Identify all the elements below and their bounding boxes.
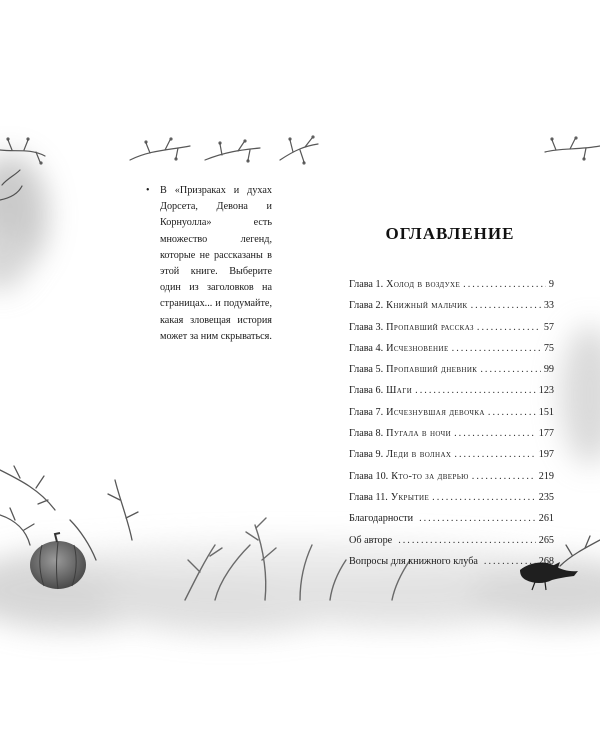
toc-entry-page: 268 — [538, 555, 554, 567]
toc-entry-title: Пропавший дневник — [386, 364, 478, 376]
toc-entry-prefix: Об авторе — [349, 534, 393, 546]
toc-entry-prefix: Глава 1. — [349, 279, 384, 290]
toc-entry-page: 57 — [543, 321, 554, 333]
toc-leader-dots — [415, 385, 536, 396]
pumpkin-illustration — [30, 533, 86, 589]
toc-leader-dots — [452, 343, 541, 354]
toc-entry[interactable] — [349, 322, 554, 343]
toc-entry[interactable] — [349, 449, 554, 470]
toc-entry-title: Пропавший рассказ — [386, 321, 474, 333]
toc-entry[interactable] — [349, 300, 554, 321]
toc-leader-dots — [488, 407, 536, 418]
toc-leader-dots — [463, 279, 546, 290]
toc-entry-prefix: Глава 8. — [349, 428, 384, 440]
toc-entry[interactable] — [349, 492, 554, 513]
toc-entry-page: 33 — [543, 300, 554, 312]
table-of-contents — [349, 279, 554, 577]
leaf-dots-top — [6, 135, 314, 164]
toc-entry-page: 265 — [538, 534, 554, 546]
toc-entry-prefix: Благодарности — [349, 513, 414, 525]
toc-entry-title: Леди в волнах — [386, 449, 452, 461]
toc-entry-prefix: Глава 3. — [349, 321, 384, 333]
toc-entry-page: 123 — [538, 385, 554, 397]
toc-entry-page: 99 — [543, 364, 554, 376]
toc-entry[interactable] — [349, 407, 554, 428]
note-bullet: • — [146, 185, 150, 196]
fog-right — [560, 325, 600, 465]
toc-entry-prefix: Вопросы для книжного клуба — [349, 555, 478, 567]
toc-entry-page: 261 — [538, 513, 554, 525]
toc-title: ОГЛАВЛЕНИЕ — [385, 224, 515, 243]
toc-entry-page: 197 — [538, 449, 554, 461]
toc-leader-dots — [419, 513, 536, 524]
toc-entry[interactable] — [349, 513, 554, 534]
toc-leader-dots — [454, 449, 535, 460]
toc-entry[interactable] — [349, 556, 554, 577]
toc-entry[interactable] — [349, 385, 554, 406]
toc-entry-prefix: Глава 4. — [349, 342, 384, 354]
toc-entry[interactable] — [349, 279, 554, 300]
toc-entry-prefix: Глава 5. — [349, 364, 384, 376]
toc-entry-prefix: Глава 2. — [349, 300, 384, 312]
toc-entry-page: 75 — [543, 342, 554, 354]
toc-entry-prefix: Глава 10. — [349, 470, 389, 482]
toc-entry-title: Укрытие — [390, 491, 430, 503]
toc-entry-title: Кто-то за дверью — [391, 470, 469, 482]
toc-entry-prefix: Глава 9. — [349, 449, 384, 461]
toc-entry-prefix: Глава 6. — [349, 385, 384, 397]
toc-entry[interactable] — [349, 364, 554, 385]
toc-entry[interactable] — [349, 343, 554, 364]
toc-leader-dots — [484, 556, 536, 567]
toc-leader-dots — [477, 322, 541, 333]
toc-entry-title: Пугала в ночи — [386, 428, 452, 440]
toc-leader-dots — [432, 492, 536, 503]
toc-entry-page: 219 — [538, 470, 554, 482]
toc-leader-dots — [471, 300, 541, 311]
toc-entry[interactable] — [349, 428, 554, 449]
branch-top-right — [545, 139, 600, 158]
toc-entry-title: Холод в воздухе — [386, 279, 461, 290]
fog-top-left — [0, 155, 48, 290]
toc-leader-dots — [454, 428, 536, 439]
toc-leader-dots — [480, 364, 540, 375]
toc-entry-page: 9 — [548, 279, 554, 290]
toc-entry-prefix: Глава 11. — [349, 491, 388, 503]
toc-entry-title: Шаги — [386, 385, 413, 397]
toc-entry[interactable] — [349, 535, 554, 556]
toc-entry-title: Исчезновение — [386, 342, 449, 354]
toc-leader-dots — [398, 535, 536, 546]
toc-entry-title: Исчезнувшая девочка — [386, 406, 485, 418]
left-page-note: В «Призраках и духах Дорсета, Девона и Корнуолла» есть множество легенд, которые не рассказаны в этой книге. Выберите один из заголовков на страницах... и подумайте, какая зловещая история может за ним скрываться. — [160, 185, 272, 342]
toc-leader-dots — [472, 471, 536, 482]
toc-entry-title: Книжный мальчик — [386, 300, 468, 312]
toc-entry-page: 151 — [538, 406, 554, 418]
toc-entry-page: 235 — [538, 491, 554, 503]
toc-entry[interactable] — [349, 471, 554, 492]
toc-entry-prefix: Глава 7. — [349, 406, 384, 418]
toc-entry-page: 177 — [538, 428, 554, 440]
